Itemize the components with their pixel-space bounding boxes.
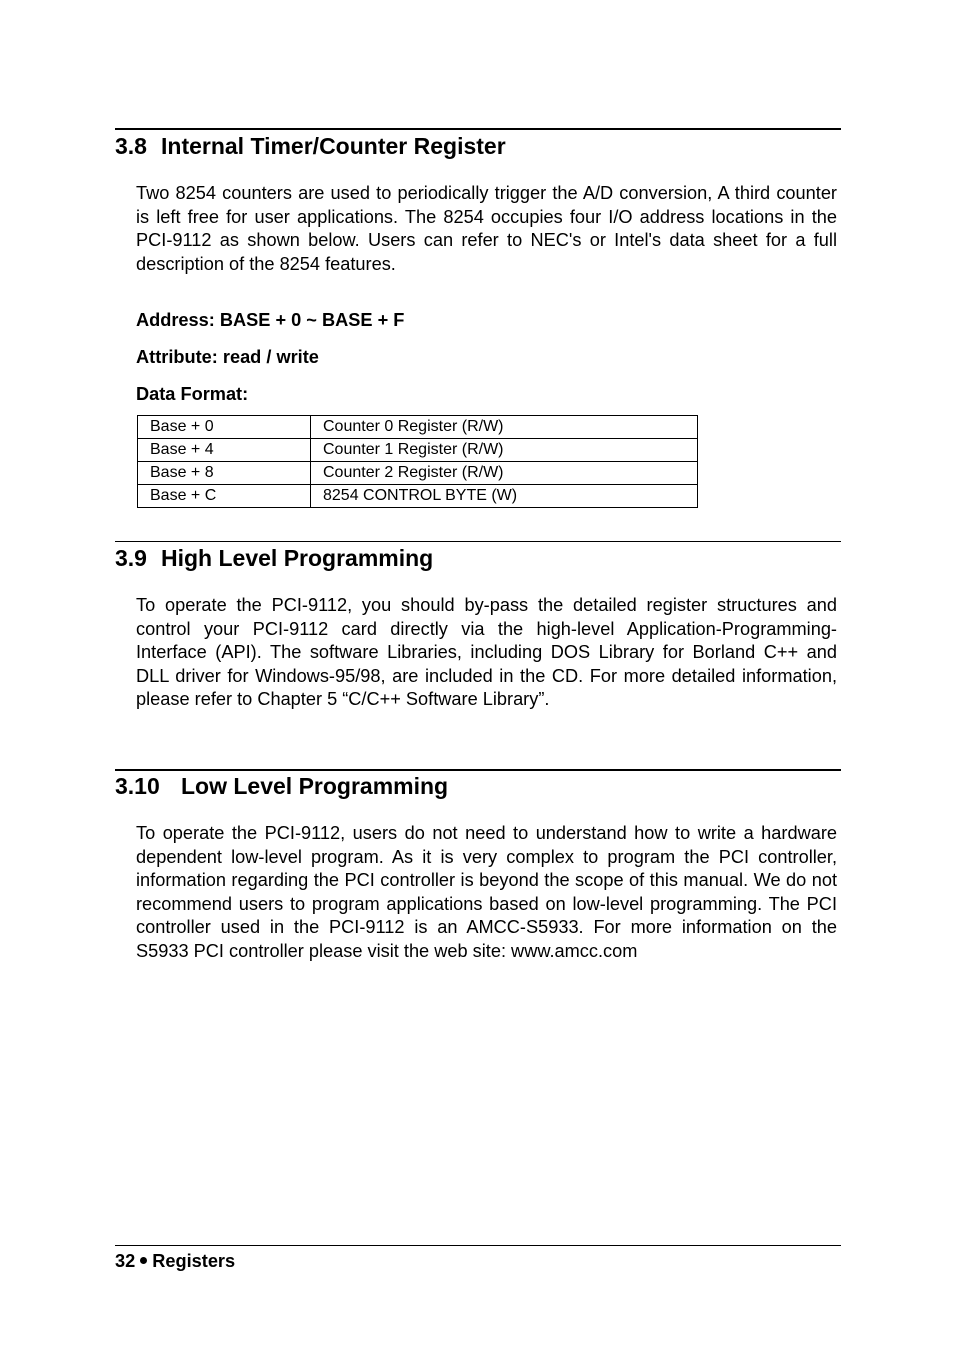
section-number: 3.10: [115, 773, 160, 799]
section-number: 3.9: [115, 545, 147, 571]
address-label: Address: BASE + 0 ~ BASE + F: [136, 310, 405, 330]
offset-cell: Base + C: [138, 485, 311, 508]
table-row: [138, 439, 698, 462]
table-row: [138, 485, 698, 508]
page-number: 32: [115, 1251, 136, 1271]
section-number: 3.8: [115, 133, 147, 159]
chapter-name: Registers: [152, 1251, 236, 1271]
register-cell: Counter 0 Register (R/W): [311, 416, 698, 439]
section-heading-3-9: [115, 545, 433, 572]
table-row: [138, 416, 698, 439]
bullet-icon: [140, 1257, 147, 1264]
page-footer: [115, 1251, 235, 1272]
section-3-9-body: To operate the PCI-9112, you should by-pass the detailed register structures and control your PCI-9112 card directly via the high-level Application-Programming-Interface (API). The software Libraries, including DOS Library for Borland C++ and DLL driver for Windows-95/98, are included in the CD. For more detailed information, please refer to Chapter 5 “C/C++ Software Library”.: [136, 595, 837, 709]
offset-cell: Base + 4: [138, 439, 311, 462]
section-title: Low Level Programming: [181, 773, 449, 799]
section-rule-3-8: [115, 128, 841, 130]
offset-cell: Base + 0: [138, 416, 311, 439]
section-heading-3-8: [115, 133, 506, 160]
offset-cell: Base + 8: [138, 462, 311, 485]
data-format-label: Data Format:: [136, 384, 249, 404]
section-rule-3-10: [115, 769, 841, 771]
section-3-10-body: To operate the PCI-9112, users do not need to understand how to write a hardware dependent low-level program. As it is very complex to program the PCI controller, information regarding the PCI controller is beyond the scope of this manual. We do not recommend users to program applications based on low-level programming. The PCI controller used in the PCI-9112 is an AMCC-S5933. For more information on the S5933 PCI controller please visit the web site: www.amcc.com: [136, 823, 837, 961]
section-title: High Level Programming: [161, 545, 434, 571]
register-cell: 8254 CONTROL BYTE (W): [311, 485, 698, 508]
section-title: Internal Timer/Counter Register: [161, 133, 506, 159]
register-table: [137, 415, 698, 508]
register-cell: Counter 2 Register (R/W): [311, 462, 698, 485]
section-rule-3-9: [115, 541, 841, 542]
attribute-label: Attribute: read / write: [136, 347, 319, 367]
footer-rule: [115, 1245, 841, 1246]
register-cell: Counter 1 Register (R/W): [311, 439, 698, 462]
section-3-8-body: Two 8254 counters are used to periodically trigger the A/D conversion, A third counter is left free for user applications. The 8254 occupies four I/O address locations in the PCI-9112 as shown below. Users can refer to NEC's or Intel's data sheet for a full description of the 8254 features.: [136, 183, 837, 274]
section-heading-3-10: [115, 773, 448, 800]
table-row: [138, 462, 698, 485]
